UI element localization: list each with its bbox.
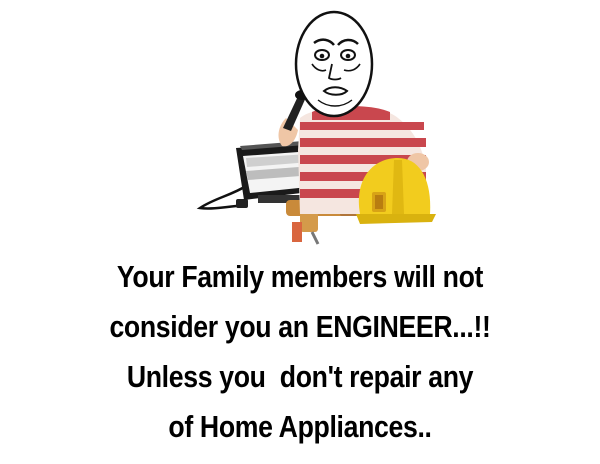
caption-line-2: consider you an ENGINEER...!! bbox=[109, 309, 491, 344]
caption-line-1: Your Family members will not bbox=[116, 259, 484, 294]
caption-line-4: of Home Appliances.. bbox=[168, 409, 432, 444]
meme-caption bbox=[0, 252, 600, 452]
caption-line-3: Unless you don't repair any bbox=[126, 359, 474, 394]
cord-plug bbox=[236, 199, 248, 208]
okay-face bbox=[296, 12, 372, 116]
